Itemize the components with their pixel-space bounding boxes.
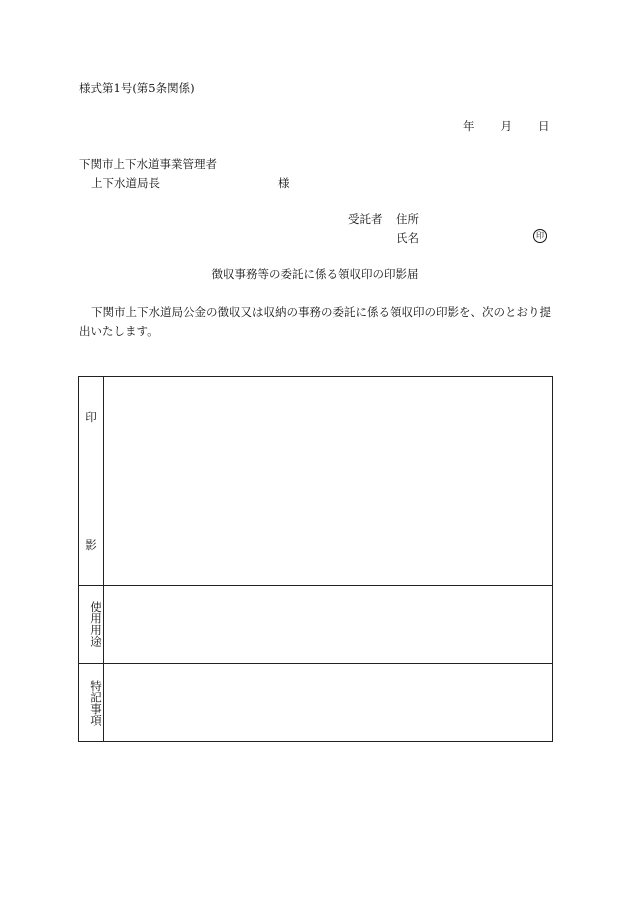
- seal-mark-icon: 印: [533, 229, 547, 243]
- seal-impression-cell[interactable]: [104, 377, 552, 585]
- body-text: 下関市上下水道局公金の徴収又は収納の事務の委託に係る領収印の印影を、次のとおり提出いたします。: [79, 305, 551, 338]
- date-month: 月: [500, 119, 512, 133]
- date-line: [463, 119, 550, 133]
- seal-label-bottom: 影: [85, 538, 97, 552]
- remarks-cell[interactable]: [104, 664, 552, 741]
- addressee-title: 下関市上下水道事業管理者: [79, 157, 217, 171]
- addressee-name: 上下水道局長: [91, 176, 160, 190]
- remarks-label: 特記事項: [89, 680, 103, 726]
- address-label: 住所: [396, 212, 419, 226]
- date-day: 日: [538, 119, 550, 133]
- consignee-label: 受託者: [348, 212, 383, 226]
- usage-label: 使用用途: [89, 601, 103, 647]
- usage-cell[interactable]: [104, 586, 552, 663]
- seal-impression-table: [78, 376, 553, 742]
- seal-label-top: 印: [85, 410, 97, 424]
- addressee-honorific: 様: [278, 176, 290, 190]
- date-year: 年: [463, 119, 475, 133]
- form-number: 様式第1号(第5条関係): [79, 81, 195, 95]
- document-title: 徴収事務等の委託に係る領収印の印影届: [211, 267, 419, 281]
- name-label: 氏名: [396, 231, 419, 245]
